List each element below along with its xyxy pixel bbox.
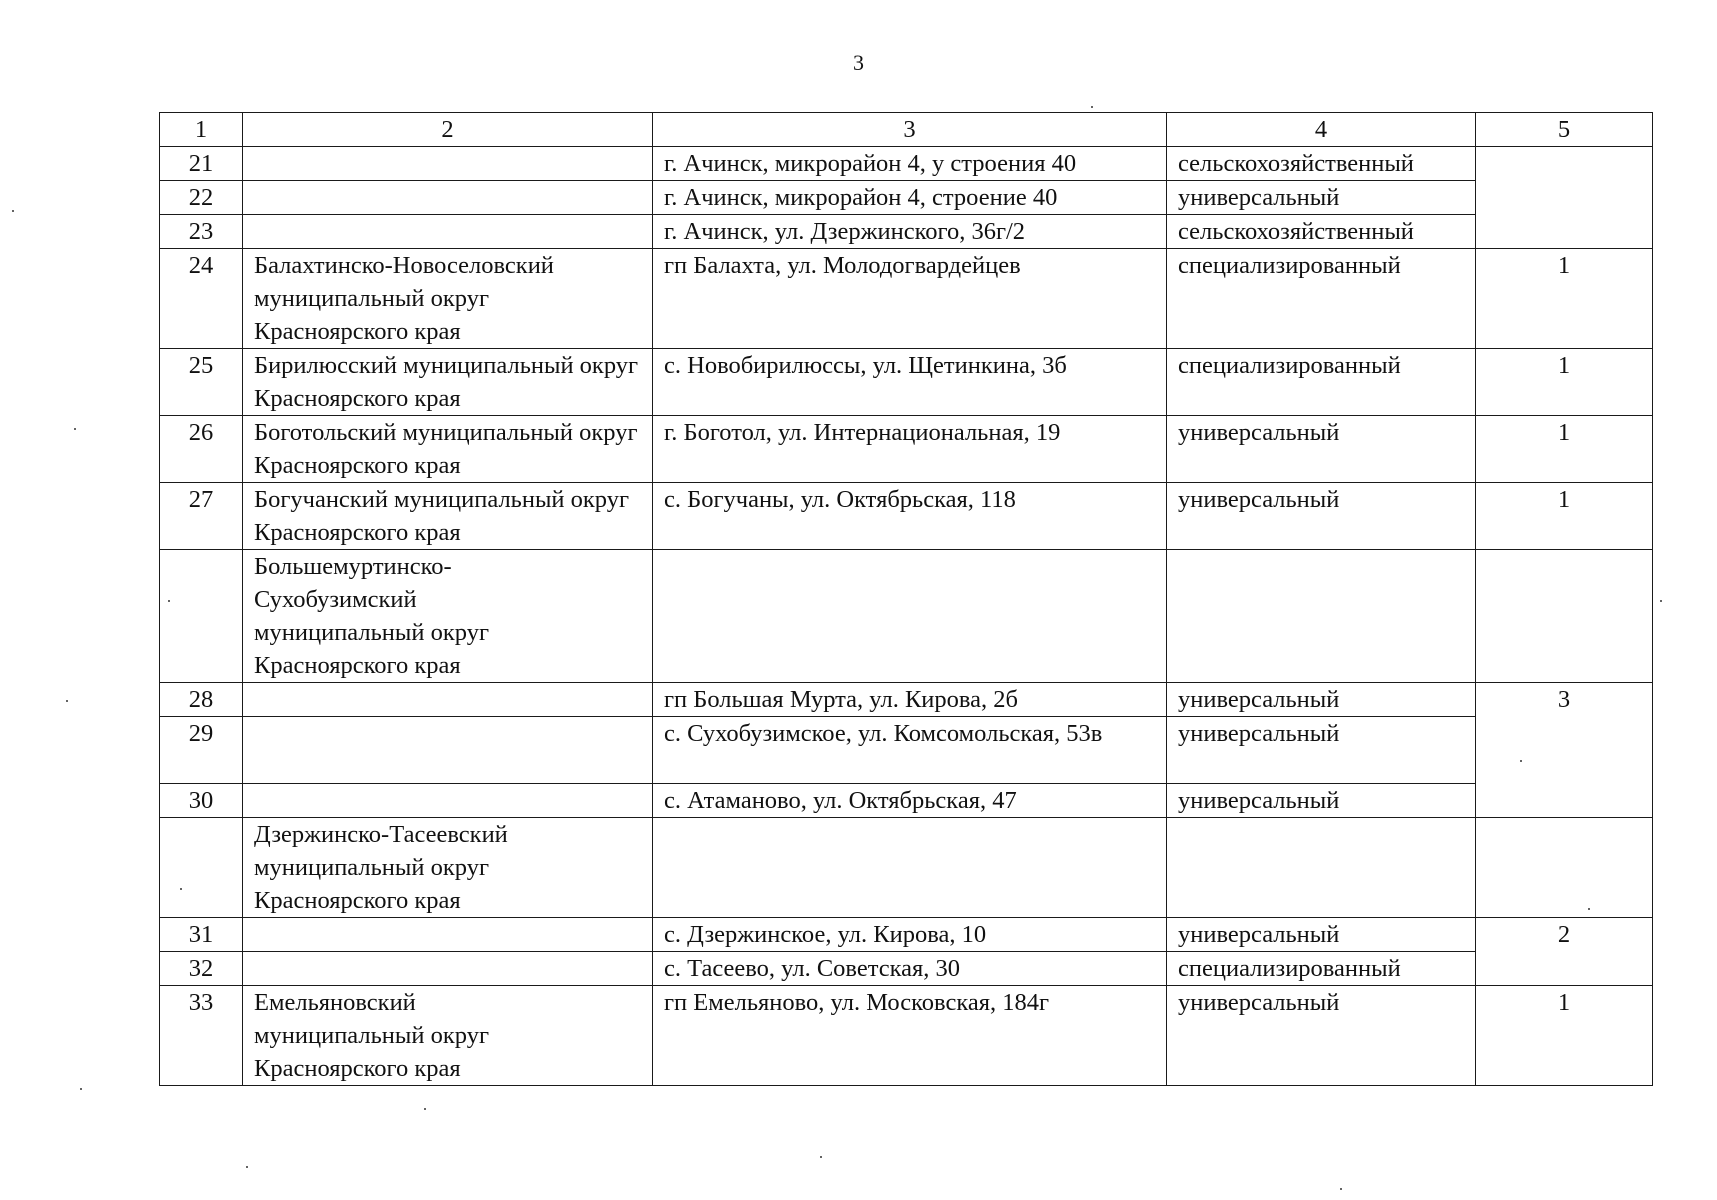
type-cell — [1167, 550, 1476, 683]
row-number: 32 — [160, 952, 243, 986]
table-row — [160, 683, 1653, 717]
row-number: 23 — [160, 215, 243, 249]
type-cell: универсальный — [1167, 784, 1476, 818]
document-table — [159, 112, 1653, 1086]
municipality-cell — [243, 215, 653, 249]
municipality-cell: Боготольский муниципальный округ Красноярского края — [243, 416, 653, 483]
table-row — [160, 918, 1653, 952]
count-cell: 1 — [1476, 349, 1653, 416]
column-header: 4 — [1167, 113, 1476, 147]
type-cell: универсальный — [1167, 918, 1476, 952]
row-number: 33 — [160, 986, 243, 1086]
scan-speck — [66, 700, 68, 702]
row-number: 30 — [160, 784, 243, 818]
table-row — [160, 818, 1653, 918]
scan-speck — [74, 428, 76, 430]
address-cell: г. Ачинск, микрорайон 4, строение 40 — [653, 181, 1167, 215]
address-cell: с. Тасеево, ул. Советская, 30 — [653, 952, 1167, 986]
scan-speck — [80, 1088, 82, 1090]
address-cell: гп Балахта, ул. Молодогвардейцев — [653, 249, 1167, 349]
row-number: 25 — [160, 349, 243, 416]
municipality-cell: Богучанский муниципальный округ Красноярского края — [243, 483, 653, 550]
address-cell — [653, 818, 1167, 918]
type-cell: универсальный — [1167, 986, 1476, 1086]
type-cell — [1167, 818, 1476, 918]
table-row — [160, 249, 1653, 349]
scan-speck — [168, 600, 170, 602]
address-cell: с. Дзержинское, ул. Кирова, 10 — [653, 918, 1167, 952]
type-cell: сельскохозяйственный — [1167, 147, 1476, 181]
row-number: 24 — [160, 249, 243, 349]
scan-speck — [180, 888, 182, 890]
row-number: 28 — [160, 683, 243, 717]
count-cell — [1476, 550, 1653, 683]
column-header: 5 — [1476, 113, 1653, 147]
municipality-cell — [243, 784, 653, 818]
address-cell: с. Богучаны, ул. Октябрьская, 118 — [653, 483, 1167, 550]
table-row — [160, 181, 1653, 215]
column-header: 1 — [160, 113, 243, 147]
type-cell: универсальный — [1167, 717, 1476, 784]
scan-speck — [1588, 908, 1590, 910]
column-header: 3 — [653, 113, 1167, 147]
address-cell: с. Сухобузимское, ул. Комсомольская, 53в — [653, 717, 1167, 784]
table-row — [160, 717, 1653, 784]
type-cell: универсальный — [1167, 683, 1476, 717]
scan-speck — [1091, 106, 1093, 108]
table-row — [160, 784, 1653, 818]
count-cell: 1 — [1476, 249, 1653, 349]
municipality-cell — [243, 147, 653, 181]
municipality-cell: Балахтинско-Новоселовский муниципальный округ Красноярского края — [243, 249, 653, 349]
count-cell: 3 — [1476, 683, 1653, 818]
row-number: 21 — [160, 147, 243, 181]
row-number: 26 — [160, 416, 243, 483]
row-number — [160, 818, 243, 918]
table-row — [160, 147, 1653, 181]
row-number: 22 — [160, 181, 243, 215]
count-cell: 1 — [1476, 483, 1653, 550]
row-number: 27 — [160, 483, 243, 550]
scan-speck — [12, 210, 14, 212]
address-cell: г. Ачинск, микрорайон 4, у строения 40 — [653, 147, 1167, 181]
municipality-cell — [243, 683, 653, 717]
type-cell: универсальный — [1167, 483, 1476, 550]
type-cell: специализированный — [1167, 952, 1476, 986]
address-cell: г. Ачинск, ул. Дзержинского, 36г/2 — [653, 215, 1167, 249]
municipality-cell: Дзержинско-Тасеевский муниципальный округ Красноярского края — [243, 818, 653, 918]
row-number: 29 — [160, 717, 243, 784]
address-cell: г. Боготол, ул. Интернациональная, 19 — [653, 416, 1167, 483]
scan-speck — [820, 1156, 822, 1158]
municipality-cell — [243, 717, 653, 784]
scan-speck — [424, 1108, 426, 1110]
type-cell: универсальный — [1167, 416, 1476, 483]
table-row — [160, 483, 1653, 550]
address-cell: с. Атаманово, ул. Октябрьская, 47 — [653, 784, 1167, 818]
municipality-cell — [243, 181, 653, 215]
table-row — [160, 952, 1653, 986]
column-header: 2 — [243, 113, 653, 147]
count-cell — [1476, 147, 1653, 249]
type-cell: специализированный — [1167, 349, 1476, 416]
address-cell: гп Емельяново, ул. Московская, 184г — [653, 986, 1167, 1086]
row-number — [160, 550, 243, 683]
address-cell — [653, 550, 1167, 683]
type-cell: универсальный — [1167, 181, 1476, 215]
count-cell — [1476, 818, 1653, 918]
scan-speck — [1340, 1188, 1342, 1190]
table-row — [160, 215, 1653, 249]
municipality-cell — [243, 952, 653, 986]
table-row — [160, 550, 1653, 683]
municipality-cell: Емельяновский муниципальный округ Красноярского края — [243, 986, 653, 1086]
table-header-row — [160, 113, 1653, 147]
page-number: 3 — [853, 50, 864, 75]
scan-speck — [1660, 600, 1662, 602]
count-cell: 2 — [1476, 918, 1653, 986]
count-cell: 1 — [1476, 416, 1653, 483]
table-row — [160, 349, 1653, 416]
municipality-cell: Бирилюсский муниципальный округ Красноярского края — [243, 349, 653, 416]
row-number: 31 — [160, 918, 243, 952]
municipality-cell: Большемуртинско- Сухобузимский муниципальный округ Красноярского края — [243, 550, 653, 683]
table-row — [160, 416, 1653, 483]
type-cell: специализированный — [1167, 249, 1476, 349]
type-cell: сельскохозяйственный — [1167, 215, 1476, 249]
table-row — [160, 986, 1653, 1086]
count-cell: 1 — [1476, 986, 1653, 1086]
address-cell: гп Большая Мурта, ул. Кирова, 2б — [653, 683, 1167, 717]
scan-speck — [246, 1166, 248, 1168]
scan-speck — [1520, 760, 1522, 762]
municipality-cell — [243, 918, 653, 952]
address-cell: с. Новобирилюссы, ул. Щетинкина, 3б — [653, 349, 1167, 416]
